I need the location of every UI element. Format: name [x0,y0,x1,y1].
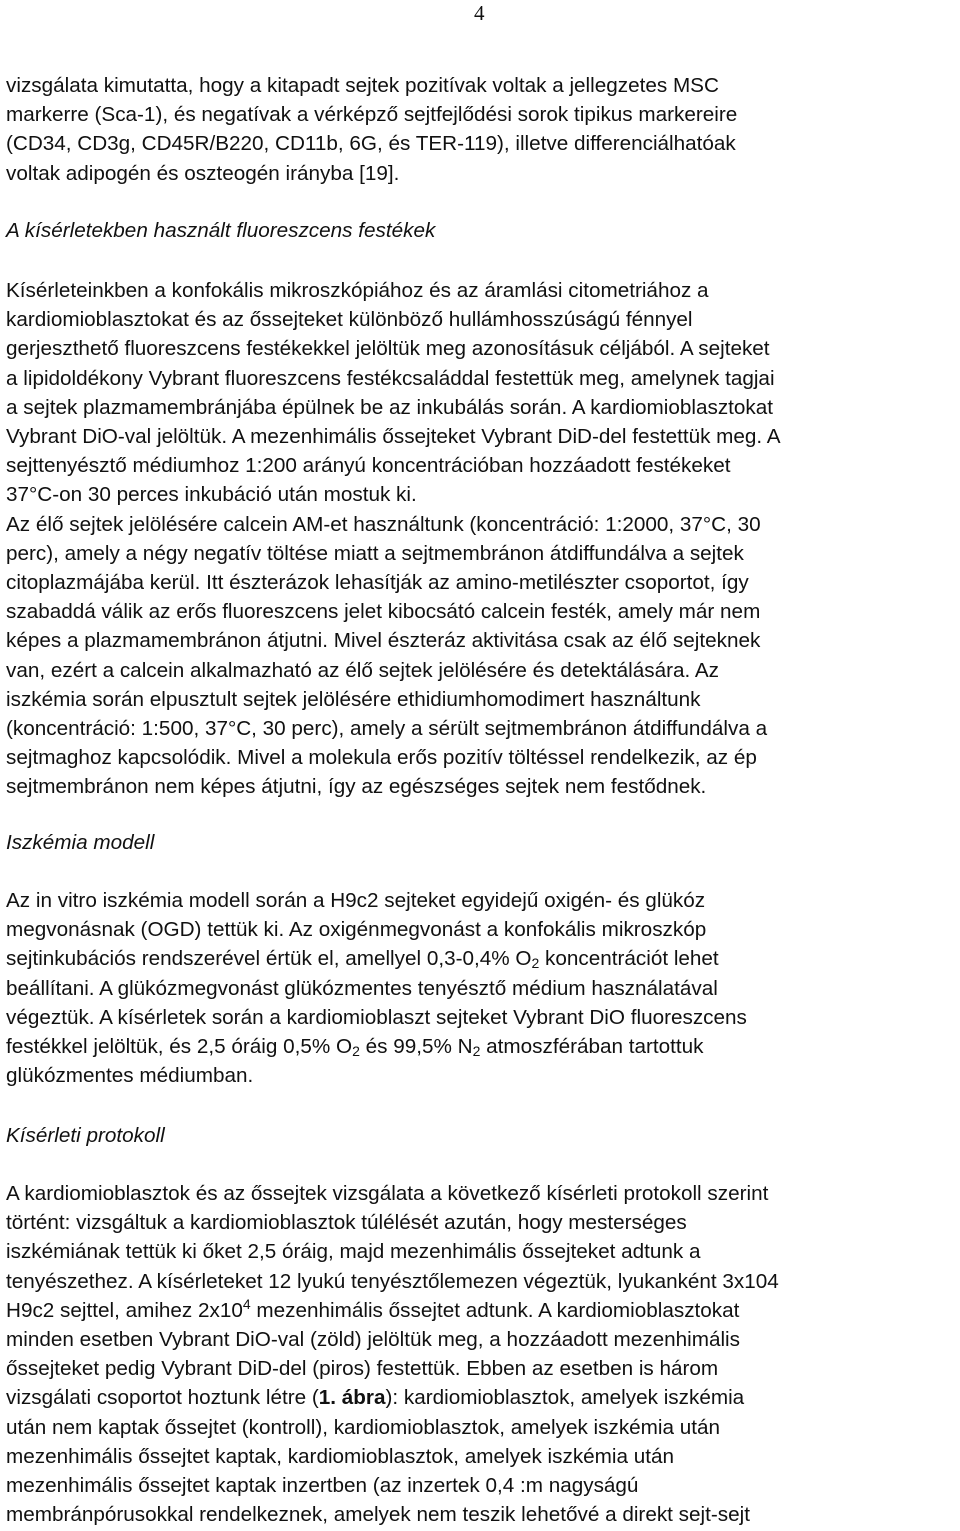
text-line: gerjeszthető fluoreszcens festékekkel jelöltük meg azonosításuk céljából. A sejteket [6,337,770,361]
section-heading-fluorescent-dyes [6,216,954,245]
text-line: glükózmentes médiumban. [6,1064,254,1088]
text-line: voltak adipogén és oszteogén irányba [19]. [6,161,400,185]
text-line: iszkémiának tettük ki őket 2,5 óráig, majd mezenhimális őssejteket adtunk a [6,1240,701,1264]
figure-reference: 1. ábra [318,1386,386,1410]
text-line: vizsgálata kimutatta, hogy a kitapadt sejtek pozitívak voltak a jellegzetes MSC [6,74,719,97]
text-line: sejtmembránon nem képes átjutni, így az egészséges sejtek nem festődnek. [6,775,707,799]
text-line: minden esetben Vybrant DiO-val (zöld) jelöltük meg, a hozzáadott mezenhimális [6,1328,740,1352]
text-line: tenyészethez. A kísérleteket 12 lyukú tenyésztőlemezen végeztük, lyukanként 3x104 [6,1269,779,1293]
text-line: (koncentráció: 1:500, 37°C, 30 perc), amely a sérült sejtmembránon átdiffundálva a [6,717,768,741]
heading-text: A kísérletekben használt fluoreszcens festékek [6,219,436,242]
text-line: Kísérleteinkben a konfokális mikroszkópiához és az áramlási citometriához a [6,279,709,302]
text-line: végeztük. A kísérletek során a kardiomioblaszt sejteket Vybrant DiO fluoreszcens [6,1005,747,1029]
text-run: vizsgálati csoportot hoztunk létre ( [6,1386,319,1410]
text-line: mezenhimális őssejtet kaptak, kardiomioblasztok, amelyek iszkémia után [6,1444,675,1468]
text-line: beállítani. A glükózmegvonást glükózmentes tenyésztő médium használatával [6,976,718,1000]
text-line: A kardiomioblasztok és az őssejtek vizsgálata a következő kísérleti protokoll szerint [6,1182,769,1205]
subscript: 2 [472,1043,481,1060]
text-line [6,1383,954,1412]
text-line: Az in vitro iszkémia modell során a H9c2 sejteket egyidejű oxigén- és glükóz [6,889,706,912]
text-run: mezenhimális őssejtet adtunk. A kardiomioblasztokat [250,1298,740,1322]
superscript: 4 [242,1295,251,1312]
text-line: sejtmaghoz kapcsolódik. Mivel a molekula erős pozitív töltéssel rendelkezik, az ép [6,746,757,770]
text-line [6,1296,954,1325]
text-line: szabaddá válik az erős fluoreszcens jelet kibocsátó calcein festék, amely már nem [6,600,761,624]
text-line: markerre (Sca-1), és negatívak a vérképző sejtfejlődési sorok tipikus markereire [6,103,738,127]
heading-text: Iszkémia modell [6,831,155,854]
text-line [6,1032,954,1061]
text-run: koncentrációt lehet [539,947,719,971]
text-line [6,944,954,973]
text-run: festékkel jelöltük, és 2,5 óráig 0,5% O [6,1035,353,1059]
page-number: 4 [474,1,485,25]
paragraph-fluorescent-dyes [6,276,954,802]
subscript: 2 [352,1043,360,1060]
text-line: perc), amely a négy negatív töltése miatt a sejtmembránon átdiffundálva a sejtek [6,541,744,565]
text-line: a lipidoldékony Vybrant fluoreszcens festékcsaláddal festettük meg, amelynek tagjai [6,366,775,390]
text-line: mezenhimális őssejtet kaptak inzertben (az inzertek 0,4 :m nagyságú [6,1474,639,1498]
text-line: Az élő sejtek jelölésére calcein AM-et használtunk (koncentráció: 1:2000, 37°C, 30 [6,512,761,536]
section-heading-ischemia-model [6,828,954,857]
heading-text: Kísérleti protokoll [6,1124,165,1147]
text-line: sejttenyésztő médiumhoz 1:200 arányú koncentrációban hozzáadott festékeket [6,454,731,478]
text-run: és 99,5% N [359,1035,473,1059]
text-line: citoplazmájába kerül. Itt észterázok lehasítják az amino-metilészter csoportot, így [6,571,749,595]
text-line: kardiomioblasztokat és az őssejteket különböző hullámhosszúságú fénnyel [6,308,693,332]
text-run: H9c2 sejttel, amihez 2x10 [6,1298,243,1322]
text-line: őssejteket pedig Vybrant DiD-del (piros) festettük. Ebben az esetben is három [6,1357,719,1381]
text-line: Vybrant DiO-val jelöltük. A mezenhimális őssejteket Vybrant DiD-del festettük meg. A [6,425,781,449]
text-line: képes a plazmamembránon átjutni. Mivel észteráz aktivitása csak az élő sejteknek [6,629,761,653]
text-line: után nem kaptak őssejtet (kontroll), kardiomioblasztok, amelyek iszkémia után [6,1415,721,1439]
text-line: iszkémia során elpusztult sejtek jelölésére ethidiumhomodimert használtunk [6,687,701,711]
paragraph-experimental-protocol [6,1179,954,1529]
text-line: membránpórusokkal rendelkeznek, amelyek nem teszik lehetővé a direkt sejt-sejt [6,1503,750,1527]
paragraph-msc-markers [6,71,954,188]
subscript: 2 [531,955,540,972]
text-run: sejtinkubációs rendszerével értük el, amellyel 0,3-0,4% O [6,947,532,971]
text-run: ): kardiomioblasztok, amelyek iszkémia [385,1386,745,1410]
section-heading-experimental-protocol [6,1121,954,1150]
text-line: 37°C-on 30 perces inkubáció után mostuk ki. [6,483,417,507]
text-line: (CD34, CD3g, CD45R/B220, CD11b, 6G, és TER-119), illetve differenciálhatóak [6,132,736,156]
text-run: atmoszférában tartottuk [480,1035,704,1059]
paragraph-ischemia-model [6,886,954,1090]
text-line: van, ezért a calcein alkalmazható az élő sejtek jelölésére és detektálására. Az [6,658,719,682]
text-line: a sejtek plazmamembránjába épülnek be az inkubálás során. A kardiomioblasztokat [6,395,774,419]
text-line: történt: vizsgáltuk a kardiomioblasztok túlélését azután, hogy mesterséges [6,1211,687,1235]
text-line: megvonásnak (OGD) tettük ki. Az oxigénmegvonást a konfokális mikroszkóp [6,918,707,942]
